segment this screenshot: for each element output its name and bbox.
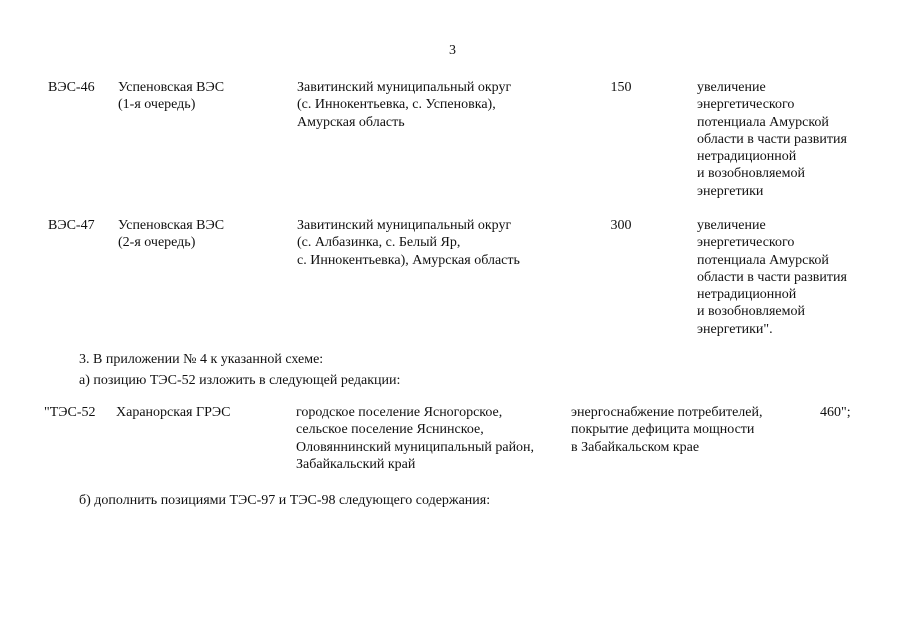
paragraph-subitem-b: б) дополнить позициями ТЭС-97 и ТЭС-98 следующего содержания: bbox=[79, 493, 491, 508]
object-capacity: 150 bbox=[610, 80, 632, 95]
object-location: Завитинский муниципальный округ (с. Иннокентьевка, с. Успеновка), Амурская область bbox=[297, 80, 512, 130]
object-purpose: энергоснабжение потребителей, покрытие дефицита мощности в Забайкальском крае bbox=[571, 405, 763, 455]
object-purpose: увеличение энергетического потенциала Амурской области в части развития нетрадиционной и возобновляемой энергетики". bbox=[697, 218, 847, 337]
object-location: городское поселение Ясногорское, сельское поселение Яснинское, Оловяннинский муниципальный район, Забайкальский край bbox=[296, 405, 535, 472]
object-id: "ТЭС-52 bbox=[44, 405, 96, 420]
object-purpose: увеличение энергетического потенциала Амурской области в части развития нетрадиционной и возобновляемой энергетики bbox=[697, 80, 847, 199]
object-name: Харанорская ГРЭС bbox=[116, 405, 231, 420]
object-location: Завитинский муниципальный округ (с. Албазинка, с. Белый Яр, с. Иннокентьевка), Амурская область bbox=[297, 218, 520, 268]
object-id: ВЭС-46 bbox=[48, 80, 95, 95]
page-number: 3 bbox=[449, 43, 456, 58]
object-capacity: 460"; bbox=[820, 405, 851, 420]
object-capacity: 300 bbox=[610, 218, 632, 233]
object-id: ВЭС-47 bbox=[48, 218, 95, 233]
object-name: Успеновская ВЭС (1-я очередь) bbox=[118, 80, 225, 113]
object-name: Успеновская ВЭС (2-я очередь) bbox=[118, 218, 225, 251]
paragraph-item-3: 3. В приложении № 4 к указанной схеме: bbox=[79, 352, 324, 367]
paragraph-subitem-a: а) позицию ТЭС-52 изложить в следующей редакции: bbox=[79, 373, 401, 388]
